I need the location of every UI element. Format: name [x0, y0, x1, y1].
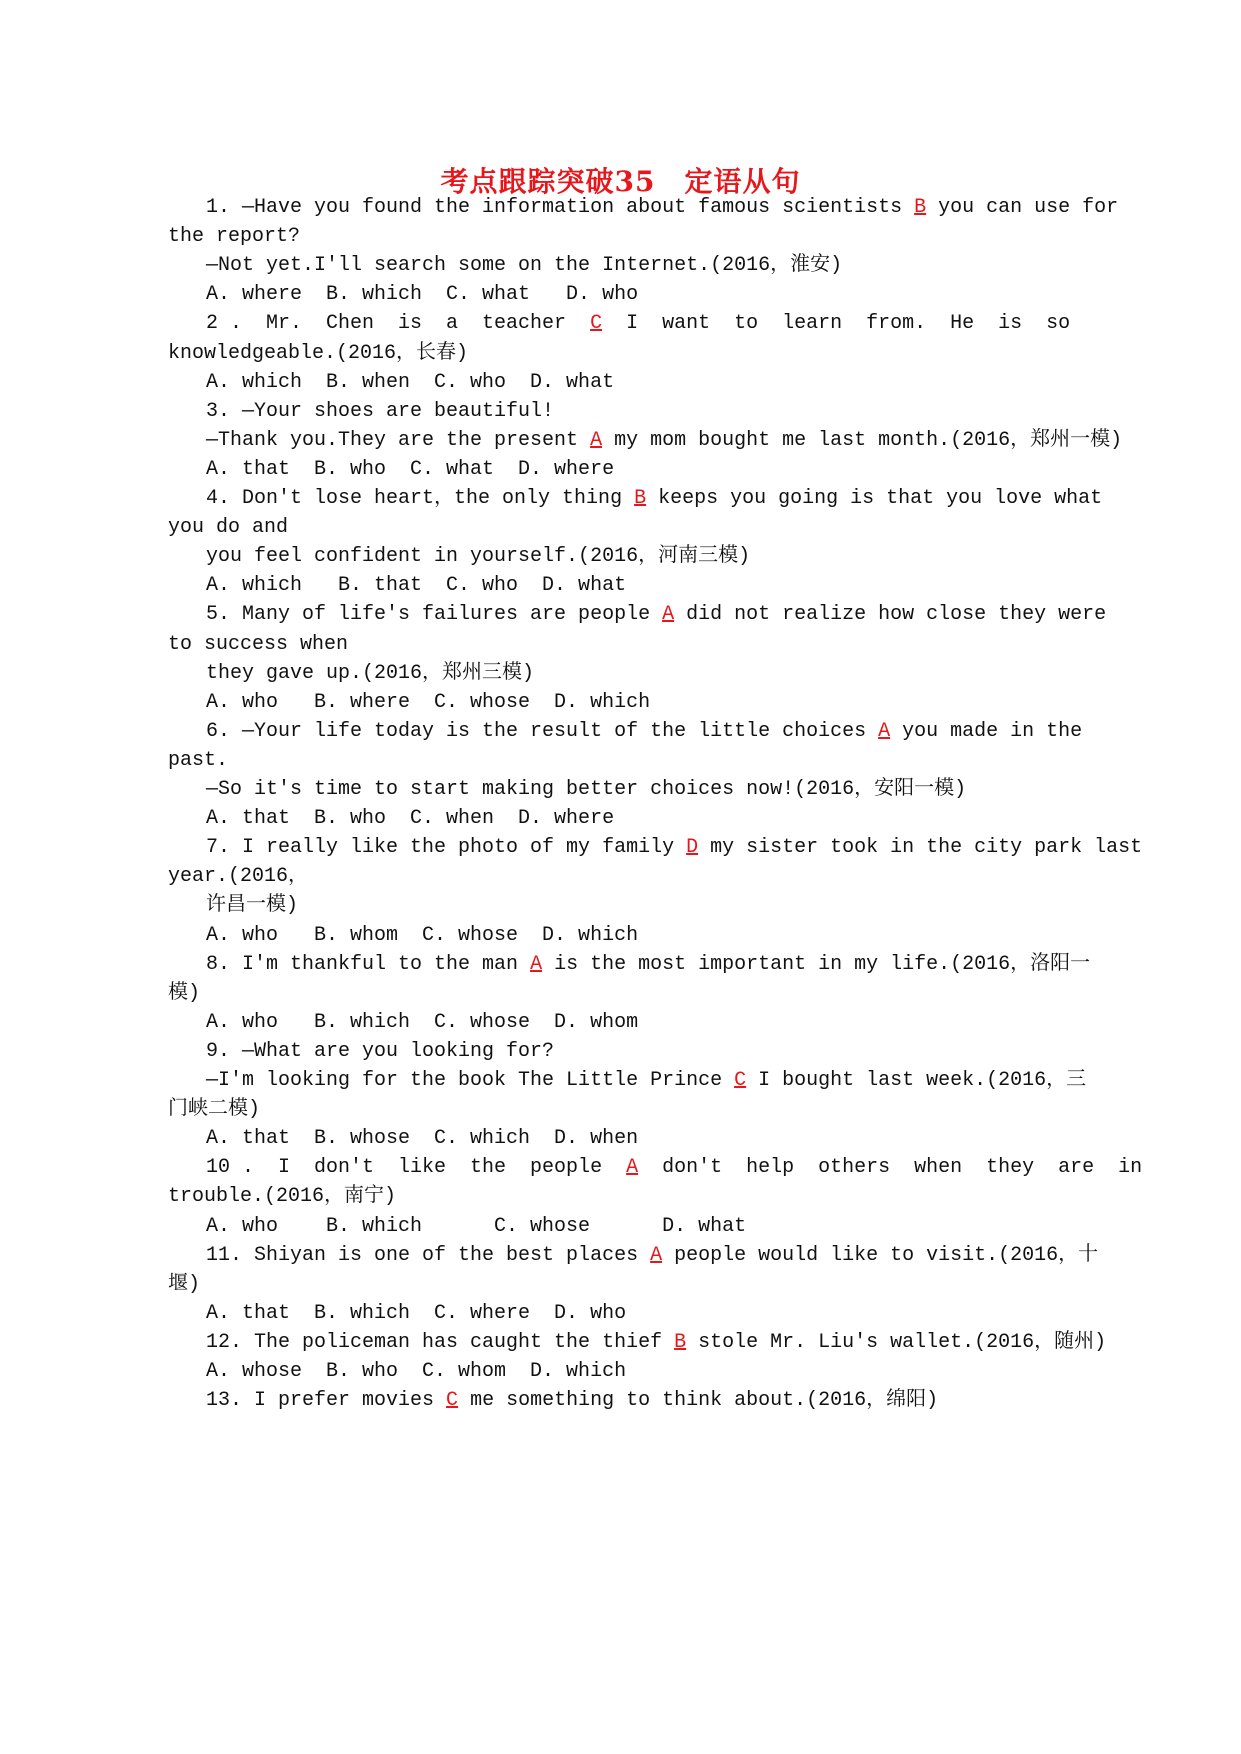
stem-text: did not realize how close they were [674, 603, 1107, 627]
question-continuation: 堰) [168, 1272, 201, 1296]
stem-text: 13. I prefer movies [206, 1389, 447, 1413]
question-continuation: —So it's time to start making better choices now!(2016，安阳一模) [206, 778, 967, 801]
answer-options: A. who B. which C. whose D. whom [206, 1010, 639, 1034]
stem-text: my sister took in the city park last [698, 836, 1143, 860]
question-continuation: you do and [168, 516, 289, 540]
stem-text: you can use for [926, 196, 1119, 219]
question-stem [206, 1389, 938, 1413]
question-continuation: you feel confident in yourself.(2016，河南三模) [206, 545, 751, 569]
question-stem [206, 1244, 1098, 1268]
answer-key: B [634, 487, 647, 510]
stem-text: 5. Many of life's failures are people [206, 603, 663, 627]
stem-text: is the most important in my life.(2016，洛阳一 [542, 952, 1091, 976]
question-stem [206, 720, 1082, 744]
question-continuation: trouble.(2016，南宁) [168, 1185, 397, 1209]
answer-options: A. who B. whom C. whose D. which [206, 923, 639, 947]
stem-text: 6. —Your life today is the result of the little choices [206, 719, 879, 743]
page-title: 考点跟踪突破35 定语从句 [440, 165, 801, 198]
stem-text: 11. Shiyan is one of the best places [206, 1243, 651, 1267]
answer-options: A. that B. who C. when D. where [206, 807, 615, 831]
stem-text: 3. —Your shoes are beautiful! [206, 399, 555, 423]
answer-key: C [446, 1389, 459, 1413]
question-stem [206, 603, 1106, 627]
stem-text: people would like to visit.(2016，十 [662, 1243, 1099, 1267]
answer-options: A. whose B. who C. whom D. which [206, 1360, 627, 1383]
answer-key: A [590, 428, 603, 452]
question-stem [206, 487, 1102, 511]
stem-text: 12. The policeman has caught the thief [206, 1330, 675, 1354]
stem-text: 7. I really like the photo of my family [206, 836, 687, 860]
question-continuation: the report? [168, 225, 301, 249]
answer-key: C [590, 312, 603, 336]
answer-key: A [662, 603, 675, 627]
question-stem [206, 429, 1122, 453]
answer-key: C [734, 1069, 747, 1092]
stem-text: —I'm looking for the book The Little Prince [206, 1069, 735, 1092]
answer-key: B [914, 196, 927, 219]
stem-text: I want to learn from. He is so [602, 312, 1071, 336]
stem-text: 1. —Have you found the information about famous scientists [206, 196, 915, 219]
stem-text: my mom bought me last month.(2016，郑州一模) [602, 428, 1123, 452]
stem-text: stole Mr. Liu's wallet.(2016，随州) [686, 1330, 1107, 1354]
stem-text: keeps you going is that you love what [646, 487, 1103, 510]
answer-options: A. who B. where C. whose D. which [206, 690, 651, 714]
answer-options: A. where B. which C. what D. who [206, 283, 639, 307]
answer-key: A [650, 1243, 663, 1267]
question-stem [206, 953, 1090, 977]
question-continuation: past. [168, 748, 229, 772]
question-continuation: 模) [168, 981, 201, 1005]
question-stem [206, 312, 1070, 336]
question-continuation: 许昌一模) [206, 894, 299, 918]
question-stem [206, 1156, 1142, 1180]
answer-key: A [626, 1156, 639, 1180]
answer-options: A. which B. when C. who D. what [206, 370, 615, 394]
question-stem [206, 1069, 1086, 1093]
stem-text: you made in the [890, 719, 1083, 743]
stem-text: 9. —What are you looking for? [206, 1039, 555, 1063]
question-stem [206, 1331, 1106, 1355]
question-continuation: they gave up.(2016，郑州三模) [206, 661, 535, 685]
stem-text: me something to think about.(2016，绵阳) [458, 1389, 939, 1413]
stem-text: 8. I'm thankful to the man [206, 952, 531, 976]
question-stem [206, 836, 1142, 860]
stem-text: —Thank you.They are the present [206, 428, 591, 452]
question-continuation: —Not yet.I'll search some on the Internet.(2016，淮安) [206, 254, 843, 278]
answer-options: A. that B. whose C. which D. when [206, 1127, 639, 1151]
stem-text: 10 . I don't like the people [206, 1156, 627, 1180]
question-stem [206, 1040, 554, 1064]
question-continuation: year.(2016， [168, 865, 309, 889]
answer-key: B [674, 1330, 687, 1354]
question-stem [206, 196, 1118, 220]
question-continuation: 门峡二模) [168, 1098, 261, 1122]
answer-key: A [530, 952, 543, 976]
question-stem [206, 400, 554, 424]
answer-options: A. that B. which C. where D. who [206, 1301, 627, 1325]
answer-options: A. that B. who C. what D. where [206, 457, 615, 481]
answer-options: A. which B. that C. who D. what [206, 574, 627, 598]
stem-text: I bought last week.(2016，三 [746, 1069, 1087, 1092]
stem-text: 4. Don't lose heart，the only thing [206, 487, 635, 510]
question-continuation: to success when [168, 632, 349, 656]
answer-key: A [878, 719, 891, 743]
answer-key: D [686, 836, 699, 860]
answer-options: A. who B. which C. whose D. what [206, 1214, 747, 1238]
stem-text: 2 . Mr. Chen is a teacher [206, 312, 591, 336]
question-continuation: knowledgeable.(2016，长春) [168, 341, 469, 365]
stem-text: don't help others when they are in [638, 1156, 1143, 1180]
